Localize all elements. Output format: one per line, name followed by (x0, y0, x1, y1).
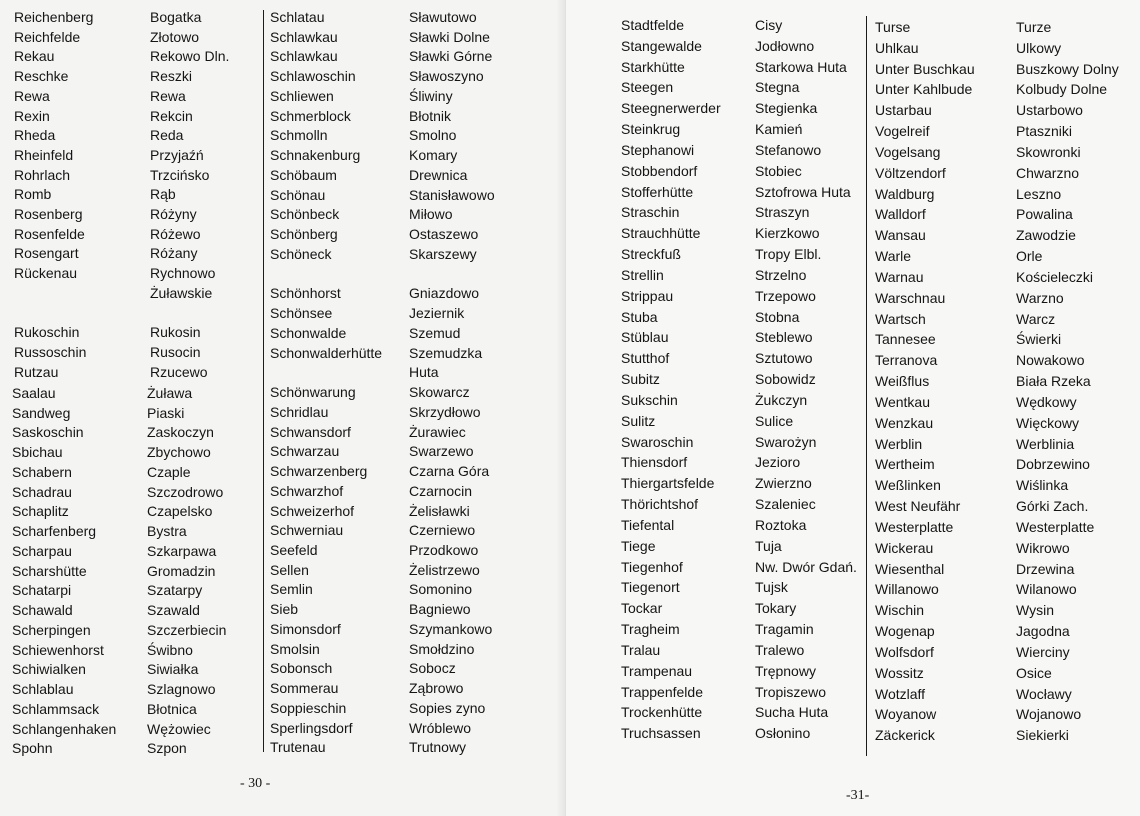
place-name-entry: Zaskoczyn (147, 424, 214, 441)
place-name-entry: Sieb (270, 601, 299, 618)
place-name-entry: Rewa (14, 87, 50, 104)
place-name-entry: Stegna (755, 79, 800, 96)
place-name-entry: Sbichau (12, 444, 63, 461)
place-name-entry: Schönwarung (270, 384, 356, 401)
place-name-entry: Schmolln (270, 127, 328, 144)
place-name-entry: Trępnowy (755, 662, 816, 679)
place-name-entry: Tragheim (621, 621, 680, 638)
place-name-entry: Smolno (409, 127, 457, 144)
place-name-entry: Schönbeck (270, 206, 340, 223)
place-name-entry: Stuba (621, 308, 658, 325)
place-name-entry: Chwarzno (1016, 164, 1080, 181)
place-name-entry: Złotowo (150, 28, 200, 45)
place-name-entry: Błotnica (147, 700, 197, 717)
place-name-entry: Wierciny (1016, 643, 1070, 660)
place-name-entry: Schönhorst (270, 285, 341, 302)
place-name-entry: Wilanowo (1016, 581, 1077, 598)
place-name-entry: Trzepowo (755, 287, 816, 304)
place-name-entry: Zawodzie (1016, 227, 1076, 244)
place-name-entry: Buszkowy Dolny (1016, 60, 1119, 77)
place-name-entry: Bagniewo (409, 601, 471, 618)
place-name-entry: Sobowidz (755, 371, 816, 388)
place-name-entry: Schmerblock (270, 107, 351, 124)
place-name-entry: Saalau (12, 385, 56, 401)
place-name-entry: Tropiszewo (755, 683, 827, 700)
place-name-entry: Gniazdowo (409, 285, 480, 302)
place-name-entry: Stobna (755, 308, 800, 325)
place-name-entry: Różewo (150, 225, 201, 242)
place-name-entry: Thörichtshof (621, 496, 699, 513)
place-name-entry: Szczerbiecin (147, 621, 227, 638)
place-name-entry: Sobonsch (270, 660, 333, 677)
place-name-entry: Stobiec (755, 162, 802, 179)
place-name-entry: Schwarzau (270, 443, 340, 460)
place-name-entry: Rheinfeld (14, 146, 74, 163)
place-name-entry: Sławki Dolne (409, 28, 490, 45)
place-name-entry: Szczodrowo (147, 483, 224, 500)
place-name-entry: Sulice (755, 412, 794, 429)
place-name-entry: Schliewen (270, 87, 334, 104)
place-name-entry: Warzno (1016, 289, 1064, 306)
place-name-entry: Turze (1016, 19, 1052, 35)
place-name-entry: Trzcińsko (150, 166, 210, 183)
place-name-entry: Tragamin (755, 621, 814, 638)
place-name-entry: Ulkowy (1016, 39, 1062, 56)
place-name-entry: Wiślinka (1016, 477, 1069, 494)
place-name-entry: Biała Rzeka (1016, 373, 1091, 390)
place-name-entry: Reichfelde (14, 28, 81, 45)
place-name-entry: Sperlingsdorf (270, 719, 353, 736)
place-name-entry: Scherpingen (12, 621, 91, 638)
place-name-entry: Warle (875, 248, 912, 265)
place-name-entry: Schönberg (270, 226, 338, 243)
place-name-entry: Piaski (147, 404, 185, 421)
place-name-entry: Stutthof (621, 350, 670, 367)
place-name-entry: Dobrzewino (1016, 456, 1090, 473)
place-name-entry: Wenzkau (875, 414, 934, 431)
place-name-entry: Rukosin (150, 324, 201, 341)
place-name-entry: Ptaszniki (1016, 123, 1073, 140)
place-name-entry: Wossitz (875, 664, 924, 681)
place-name-entry: Steblewo (755, 329, 813, 346)
place-name-entry: Straszyn (755, 204, 810, 221)
place-name-entry: Schatarpi (12, 582, 72, 599)
place-name-entry: Strzelno (755, 266, 807, 283)
place-name-entry: Swarzewo (409, 443, 474, 460)
place-name-entry: Weißflus (875, 373, 930, 390)
place-name-entry: Siekierki (1016, 727, 1069, 744)
place-name-entry: Huta (409, 364, 439, 381)
place-name-entry: Sztutowo (755, 350, 813, 367)
place-name-entry: West Neufähr (875, 498, 961, 515)
place-name-entry: Szatarpy (147, 582, 203, 599)
place-name-entry: Smolsin (270, 640, 320, 657)
place-name-entry: Swaroschin (621, 433, 694, 450)
place-name-entry: Zbychowo (147, 444, 211, 461)
place-name-entry: Steegen (621, 79, 674, 96)
place-name-entry: Ustarbau (875, 102, 932, 119)
place-name-entry: Skrzydłowo (409, 403, 481, 420)
place-name-entry: Rąb (150, 186, 176, 203)
place-name-entry: Starkhütte (621, 58, 685, 75)
place-name-entry: Tiegenort (621, 579, 680, 596)
place-name-entry: Górki Zach. (1016, 498, 1089, 515)
place-name-entry: Sobocz (409, 660, 456, 677)
place-name-entry: Żurawiec (409, 423, 466, 440)
place-name-entry: Woyanow (875, 706, 937, 723)
place-name-entry: Soppieschin (270, 699, 347, 716)
place-name-entry: Somonino (409, 581, 473, 598)
place-name-entry: Żuława (147, 385, 193, 401)
place-name-entry: Żelistrzewo (409, 561, 480, 578)
place-name-entry: Wikrowo (1016, 539, 1070, 556)
place-name-entry: Szpon (147, 740, 187, 757)
place-name-entry: Uhlkau (875, 39, 919, 56)
place-name-entry: Przodkowo (409, 541, 479, 558)
place-name-entry: Wansau (875, 227, 926, 244)
place-name-entry: Czaple (147, 463, 191, 480)
place-name-entry: Straschin (621, 204, 680, 221)
place-name-entry: Sellen (270, 561, 309, 578)
place-name-entry: Vogelreif (875, 123, 930, 140)
place-name-entry: Stefanowo (755, 141, 822, 158)
place-name-entry: Schöbaum (270, 166, 337, 183)
place-name-entry: Schlawoschin (270, 68, 356, 85)
place-name-entry: Bogatka (150, 9, 202, 25)
place-name-entry: Szymankowo (409, 620, 493, 637)
place-name-entry: Wischin (875, 602, 925, 619)
place-name-entry: Westerplatte (875, 518, 954, 535)
place-name-entry: Rosengart (14, 245, 79, 262)
place-name-entry: Czapelsko (147, 503, 213, 520)
place-name-entry: Thiergartsfelde (621, 475, 715, 492)
place-name-entry: Schönsee (270, 305, 333, 322)
place-name-entry: Stegienka (755, 100, 818, 117)
place-name-entry: Różyny (150, 206, 197, 222)
place-name-entry: Wotzlaff (875, 685, 926, 702)
place-name-entry: Czerniewo (409, 522, 476, 539)
place-name-entry: Wartsch (875, 310, 926, 327)
place-name-entry: Zäckerick (875, 727, 935, 744)
column-divider-line (866, 16, 867, 756)
place-name-entry: Strellin (621, 266, 664, 283)
place-name-entry: Schonwalderhütte (270, 344, 383, 361)
place-name-entry: Terranova (875, 352, 938, 369)
place-name-entry: Tralewo (755, 641, 805, 658)
place-name-entry: Wocławy (1016, 685, 1072, 702)
place-name-entry: Reichenberg (14, 9, 94, 25)
place-name-entry: Rewa (150, 87, 186, 104)
place-name-entry: Schaplitz (12, 503, 69, 520)
place-name-entry: Reszki (150, 68, 193, 85)
place-name-entry: Różany (150, 245, 198, 262)
place-name-entry: Tannesee (875, 331, 936, 348)
column-divider-line (263, 10, 264, 752)
place-name-entry: Tujsk (755, 579, 788, 596)
place-name-entry: Wiesenthal (875, 560, 945, 577)
place-name-entry: Turse (875, 19, 911, 35)
place-name-entry: Tiefental (621, 516, 675, 533)
place-name-entry: Orle (1016, 248, 1043, 265)
place-name-entry: Szemudzka (409, 344, 483, 361)
page-number: - 30 - (240, 776, 271, 791)
place-name-entry: Schonwalde (270, 324, 347, 341)
place-name-entry: Schiewenhorst (12, 641, 104, 658)
place-name-entry: Żelisławki (409, 502, 470, 519)
place-name-entry: Wogenap (875, 623, 935, 640)
place-name-entry: Rosenfelde (14, 225, 85, 242)
place-name-entry: Schlablau (12, 681, 74, 698)
place-name-entry: Rückenau (14, 265, 78, 282)
place-name-entry: Thiensdorf (621, 454, 688, 471)
place-name-entry: Sławki Górne (409, 48, 493, 65)
right-page (566, 0, 1140, 816)
place-name-entry: Weßlinken (875, 477, 941, 494)
place-name-entry: Komary (409, 147, 458, 164)
place-name-entry: Trockenhütte (621, 704, 703, 721)
place-name-entry: Schweizerhof (270, 502, 355, 519)
place-name-entry: Steegnerwerder (621, 100, 721, 117)
place-name-entry: Trutnowy (409, 739, 467, 756)
place-name-entry: Tropy Elbl. (755, 246, 822, 263)
place-name-entry: Waldburg (875, 185, 935, 202)
place-name-entry: Drewnica (409, 166, 468, 183)
place-name-entry: Scharfenberg (12, 523, 97, 540)
place-name-entry: Czarna Góra (409, 463, 490, 480)
place-name-entry: Sztofrowa Huta (755, 183, 851, 200)
place-name-entry: Rheda (14, 127, 56, 144)
place-name-entry: Szawald (147, 602, 200, 619)
place-name-entry: Trampenau (621, 662, 693, 679)
place-name-entry: Drzewina (1016, 560, 1075, 577)
place-name-entry: Walldorf (875, 206, 926, 223)
place-name-entry: Tiegenhof (621, 558, 683, 575)
place-name-entry: Świbno (147, 641, 193, 658)
page-number: -31- (846, 788, 870, 803)
place-name-entry: Tralau (621, 641, 661, 658)
place-name-entry: Szaleniec (755, 496, 816, 513)
place-name-entry: Trappenfelde (621, 683, 703, 700)
place-name-entry: Wędkowy (1016, 393, 1077, 410)
place-name-entry: Wertheim (875, 456, 935, 473)
place-name-entry: Żuławskie (150, 284, 213, 301)
place-name-entry: Siwiałka (147, 661, 199, 678)
place-name-entry: Szlagnowo (147, 681, 216, 698)
place-name-entry: Werblin (875, 435, 923, 452)
place-name-entry: Sandweg (12, 404, 71, 421)
place-name-entry: Stadtfelde (621, 17, 685, 33)
place-name-entry: Cisy (755, 17, 783, 33)
place-name-entry: Sopies zyno (409, 699, 486, 716)
place-name-entry: Rutzau (14, 363, 59, 380)
place-name-entry: Osłonino (755, 725, 811, 742)
place-name-entry: Roztoka (755, 516, 807, 533)
place-name-entry: Schiwialken (12, 661, 86, 678)
place-name-entry: Stofferhütte (621, 183, 694, 200)
place-name-entry: Żukczyn (755, 391, 808, 408)
place-name-entry: Wojanowo (1016, 706, 1082, 723)
place-name-entry: Unter Buschkau (875, 60, 975, 77)
place-name-entry: Streckfuß (621, 246, 681, 263)
place-name-entry: Ostaszewo (409, 226, 479, 243)
place-name-entry: Czarnocin (409, 482, 473, 499)
place-name-entry: Schawald (12, 602, 73, 619)
place-name-entry: Völtzendorf (875, 164, 946, 181)
place-name-entry: Jezioro (755, 454, 801, 471)
place-name-entry: Wężowiec (147, 720, 211, 737)
place-name-entry: Wentkau (875, 393, 930, 410)
place-name-entry: Świerki (1016, 331, 1062, 348)
place-name-entry: Wickerau (875, 539, 934, 556)
place-name-entry: Schlammsack (12, 700, 100, 717)
place-name-entry: Nw. Dwór Gdań. (755, 558, 857, 575)
place-name-entry: Nowakowo (1016, 352, 1085, 369)
place-name-entry: Schöneck (270, 245, 332, 262)
place-name-entry: Warschnau (875, 289, 946, 306)
place-name-entry: Błotnik (409, 107, 452, 124)
place-name-entry: Więckowy (1016, 414, 1080, 431)
place-name-entry: Rosenberg (14, 206, 83, 222)
place-name-entry: Sławoszyno (409, 68, 484, 85)
place-name-entry: Subitz (621, 371, 660, 388)
place-name-entry: Jeziernik (409, 305, 465, 322)
place-name-entry: Wolfsdorf (875, 643, 934, 660)
place-name-entry: Kościeleczki (1016, 268, 1094, 285)
place-name-entry: Stephanowi (621, 141, 695, 158)
place-name-entry: Zwierzno (755, 475, 812, 492)
place-name-entry: Starkowa Huta (755, 58, 847, 75)
place-name-entry: Rekau (14, 48, 55, 65)
place-name-entry: Truchsassen (621, 725, 701, 742)
place-name-entry: Rukoschin (14, 324, 80, 341)
left-page (0, 0, 566, 816)
place-name-entry: Warnau (875, 268, 924, 285)
place-name-entry: Gromadzin (147, 562, 216, 579)
place-name-entry: Tuja (755, 537, 782, 554)
place-name-entry: Schwarzenberg (270, 463, 368, 480)
place-name-entry: Unter Kahlbude (875, 81, 973, 98)
place-name-entry: Strippau (621, 287, 674, 304)
place-name-entry: Simonsdorf (270, 620, 341, 637)
place-name-entry: Powalina (1016, 206, 1073, 223)
place-name-entry: Schwarzhof (270, 482, 344, 499)
place-name-entry: Willanowo (875, 581, 939, 598)
place-name-entry: Scharshütte (12, 562, 87, 579)
place-name-entry: Stangewalde (621, 37, 702, 54)
place-name-entry: Jodłowno (755, 37, 815, 54)
place-name-entry: Schabern (12, 463, 72, 480)
place-name-entry: Ząbrowo (409, 680, 464, 697)
place-name-entry: Reschke (14, 68, 69, 85)
place-name-entry: Schwansdorf (270, 423, 351, 440)
place-name-entry: Rohrlach (14, 166, 71, 183)
place-name-entry: Rekcin (150, 107, 193, 124)
place-name-entry: Sławutowo (409, 9, 477, 25)
place-name-entry: Kamień (755, 121, 803, 138)
place-name-entry: Schnakenburg (270, 147, 361, 164)
place-name-entry: Osice (1016, 664, 1052, 681)
place-name-entry: Stobbendorf (621, 162, 698, 179)
place-name-entry: Scharpau (12, 542, 72, 559)
place-name-entry: Schlawkau (270, 48, 338, 65)
place-name-entry: Spohn (12, 740, 53, 757)
place-name-entry: Kierzkowo (755, 225, 820, 242)
place-name-entry: Kolbudy Dolne (1016, 81, 1108, 98)
place-name-entry: Schlawkau (270, 28, 338, 45)
place-name-entry: Miłowo (409, 206, 453, 223)
place-name-entry: Sucha Huta (755, 704, 829, 721)
place-name-entry: Schlatau (270, 9, 325, 25)
place-name-entry: Schadrau (12, 483, 72, 500)
place-name-entry: Romb (14, 186, 52, 203)
place-name-entry: Smołdzino (409, 640, 475, 657)
place-name-entry: Rzucewo (150, 363, 208, 380)
place-name-entry: Strauchhütte (621, 225, 701, 242)
place-name-entry: Swarożyn (755, 433, 817, 450)
place-name-entry: Schridlau (270, 403, 329, 420)
place-name-entry: Stanisławowo (409, 186, 495, 203)
place-name-entry: Szkarpawa (147, 542, 217, 559)
place-name-entry: Skowarcz (409, 384, 470, 401)
place-name-entry: Semlin (270, 581, 313, 598)
place-name-entry: Jagodna (1016, 623, 1070, 640)
place-name-entry: Stüblau (621, 329, 669, 346)
place-name-entry: Saskoschin (12, 424, 84, 441)
place-name-entry: Schlangenhaken (12, 720, 117, 737)
place-name-entry: Skarszewy (409, 245, 477, 262)
place-name-entry: Russoschin (14, 343, 87, 360)
place-name-entry: Wróblewo (409, 719, 471, 736)
place-name-entry: Szemud (409, 324, 461, 341)
place-name-entry: Ustarbowo (1016, 102, 1083, 119)
place-name-entry: Trutenau (270, 739, 326, 756)
place-name-entry: Warcz (1016, 310, 1056, 327)
place-name-entry: Sulitz (621, 412, 656, 429)
place-name-entry: Tiege (621, 537, 656, 554)
place-name-entry: Seefeld (270, 541, 318, 558)
place-name-entry: Schwerniau (270, 522, 344, 539)
place-name-entry: Steinkrug (621, 121, 681, 138)
place-name-entry: Reda (150, 127, 184, 144)
place-name-entry: Śliwiny (409, 87, 453, 104)
place-name-entry: Przyjaźń (150, 146, 204, 163)
place-name-entry: Rusocin (150, 343, 201, 360)
place-name-entry: Tockar (621, 600, 663, 617)
place-name-entry: Leszno (1016, 185, 1062, 202)
place-name-entry: Tokary (755, 600, 797, 617)
place-name-entry: Skowronki (1016, 143, 1081, 160)
place-name-entry: Werblinia (1016, 435, 1075, 452)
place-name-entry: Schönau (270, 186, 326, 203)
place-name-entry: Westerplatte (1016, 518, 1095, 535)
place-name-entry: Vogelsang (875, 143, 941, 160)
place-name-entry: Rekowo Dln. (150, 48, 230, 65)
place-name-entry: Rexin (14, 107, 50, 124)
place-name-entry: Sommerau (270, 680, 339, 697)
place-name-entry: Rychnowo (150, 265, 216, 282)
place-name-entry: Bystra (147, 523, 187, 540)
place-name-entry: Sukschin (621, 391, 678, 408)
place-name-entry: Wysin (1016, 602, 1054, 619)
